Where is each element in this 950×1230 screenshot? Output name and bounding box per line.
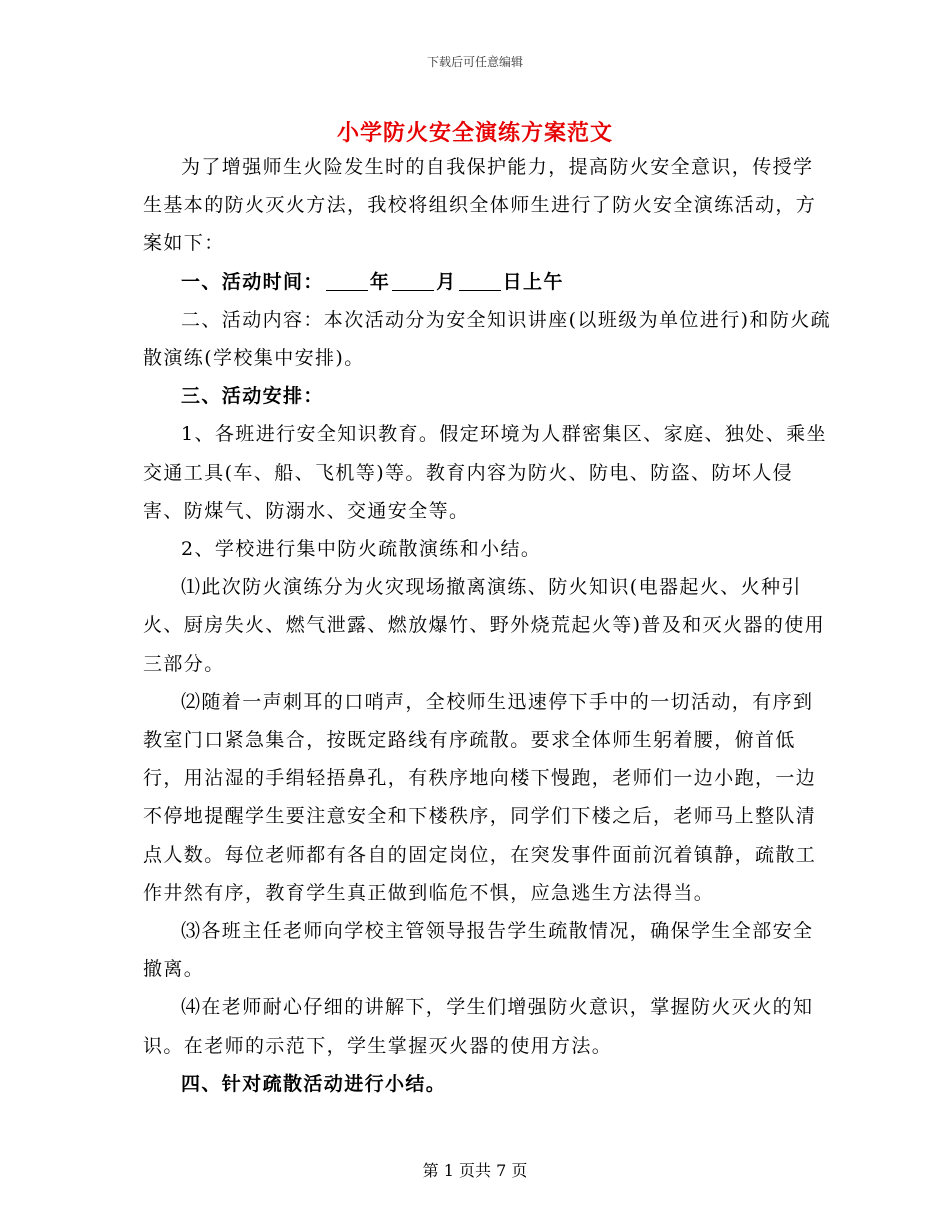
month-label: 月	[436, 270, 457, 293]
year-label: 年	[369, 270, 391, 293]
document-title: 小学防火安全演练方案范文	[336, 120, 613, 146]
year-blank	[326, 271, 368, 291]
activity-time-line	[143, 263, 833, 301]
day-label: 日上午	[502, 270, 564, 293]
activity-time-label: 一、活动时间：	[181, 270, 324, 293]
page-number: 第 1 页共 7 页	[422, 1161, 528, 1180]
item-2-4-paragraph: ⑷在老师耐心仔细的讲解下，学生们增强防火意识，掌握防火灭火的知识。在老师的示范下，学生掌握灭火器的使用方法。	[143, 996, 814, 1057]
document-body	[143, 148, 833, 1103]
item-2-1-paragraph: ⑴此次防火演练分为火灾现场撤离演练、防火知识(电器起火、火种引火、厨房失火、燃气泄露、燃放爆竹、野外烧荒起火等)普及和灭火器的使用三部分。	[143, 576, 826, 675]
item-2-3-paragraph: ⑶各班主任老师向学校主管领导报告学生疏散情况，确保学生全部安全撤离。	[143, 920, 814, 981]
item-1-paragraph: 1、各班进行安全知识教育。假定环境为人群密集区、家庭、独处、乘坐交通工具(车、船、飞机等)等。教育内容为防火、防电、防盗、防坏人侵害、防煤气、防溺水、交通安全等。	[143, 423, 827, 522]
intro-paragraph: 为了增强师生火险发生时的自我保护能力，提高防火安全意识，传授学生基本的防火灭火方法，我校将组织全体师生进行了防火安全演练活动，方案如下：	[143, 156, 817, 255]
summary-heading: 四、针对疏散活动进行小结。	[181, 1072, 447, 1095]
month-blank	[392, 271, 434, 291]
day-blank	[459, 271, 501, 291]
activity-content-paragraph: 二、活动内容：本次活动分为安全知识讲座(以班级为单位进行)和防火疏散演练(学校集中安排)。	[143, 308, 832, 370]
item-2-2-paragraph: ⑵随着一声刺耳的口哨声，全校师生迅速停下手中的一切活动，有序到教室门口紧急集合，按既定路线有序疏散。要求全体师生躬着腰，俯首低行，用沾湿的手绢轻捂鼻孔，有秩序地向楼下慢跑，老师们一边小跑，一边不停地提醒学生要注意安全和下楼秩序，同学们下楼之后，老师马上整队清点人数。每位老师都有各自的固定岗位，在突发事件面前沉着镇静，疏散工作井然有序，教育学生真正做到临危不惧，应急逃生方法得当。	[143, 690, 817, 904]
item-2-paragraph: 2、学校进行集中防火疏散演练和小结。	[181, 538, 542, 561]
header-note: 下载后可任意编辑	[426, 55, 523, 69]
arrangement-heading: 三、活动安排：	[181, 385, 324, 408]
